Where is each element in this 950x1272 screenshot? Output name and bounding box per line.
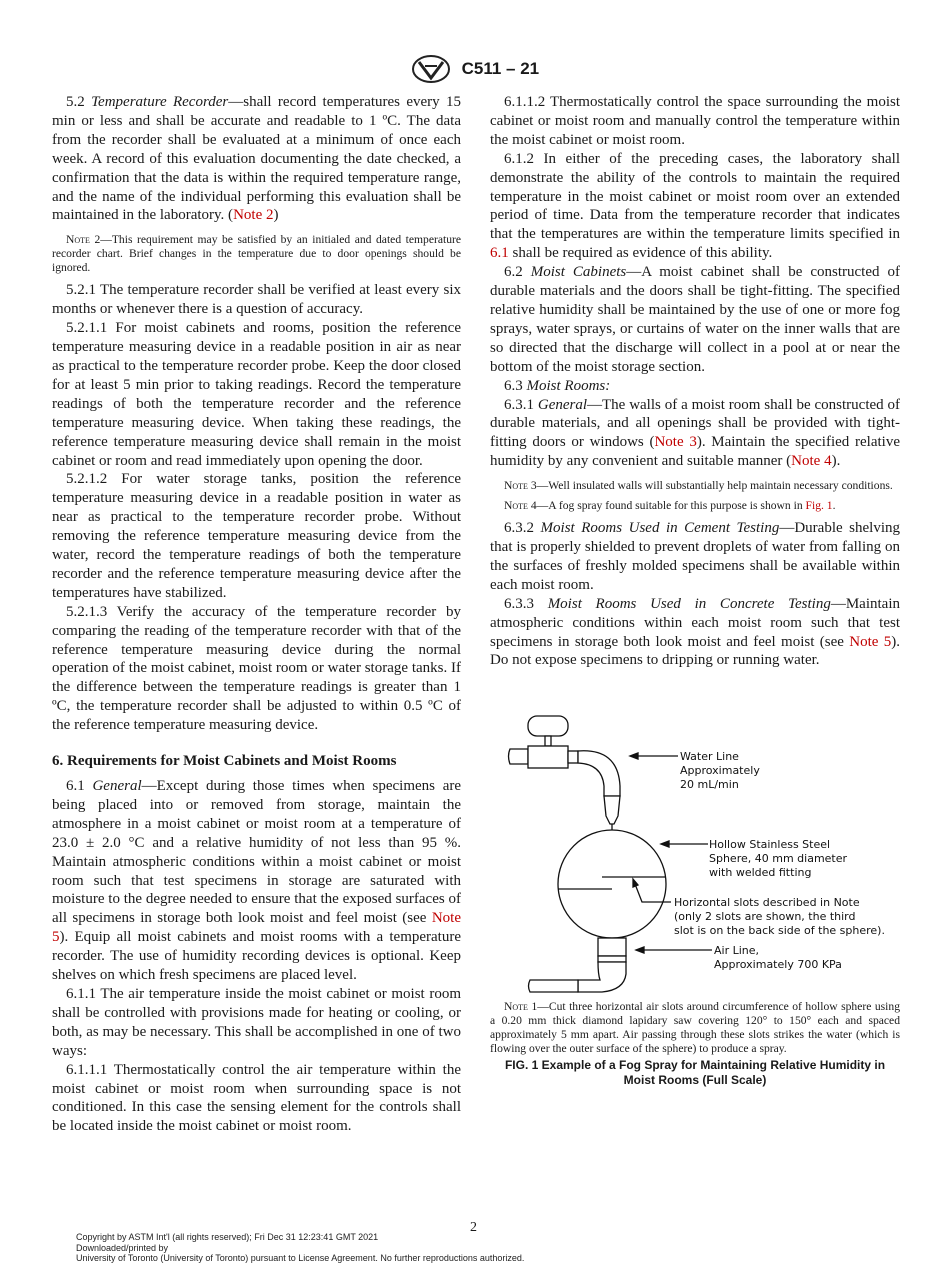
fog-spray-diagram <box>490 704 900 994</box>
text-run: 6.1.1.2 Thermostatically control the space surrounding the moist cabinet or moist room and manually control the temperature within the moist cabinet or moist room. <box>490 94 900 148</box>
note-label: Note <box>504 479 528 493</box>
label-sphere-3: with welded fitting <box>709 866 812 880</box>
label-sphere-2: Sphere, 40 mm diameter <box>709 852 848 866</box>
text-run: —Maintain atmospheric conditions within each moist room such that test specimens in storage both look moist and feel moist (see <box>490 595 900 650</box>
paragraph <box>490 377 900 396</box>
paragraph <box>52 985 461 1061</box>
label-slots-1: Horizontal slots described in Note <box>674 896 860 910</box>
text-run: 6.1.1.1 Thermostatically control the air temperature within the moist cabinet or moist room when surrounding space is not conditioned. In this case the sensing element for the controls shall be located inside the moist cabinet or moist room. <box>52 1061 461 1135</box>
label-slots-3: slot is on the back side of the sphere). <box>674 924 885 938</box>
text-run: ) <box>273 207 279 224</box>
text-run: 2—This requirement may be satisfied by an initialed and dated temperature recorder chart. Brief changes in the temperature due to door openings should be ignored. <box>52 233 461 275</box>
paragraph <box>490 150 900 263</box>
paragraph <box>490 519 900 595</box>
label-sphere-1: Hollow Stainless Steel <box>709 838 831 852</box>
text-run: 6.1 <box>66 778 93 794</box>
text-run: 6.3 <box>504 377 527 394</box>
label-air-1: Air Line, <box>714 944 760 958</box>
paragraph <box>52 319 461 470</box>
run-in-title: Moist Rooms Used in Concrete Testing <box>547 595 831 612</box>
cross-reference-link[interactable]: Note 4 <box>791 453 832 470</box>
figure-note-1 <box>490 1000 900 1056</box>
text-run: 5.2.1.3 Verify the accuracy of the temperature recorder by comparing the reading of the temperature recorder with that of the reference temperature measuring device during the normal operation of the moist cabinet, moist room or water storage tanks. If the difference between the temperature readings is greater than 1 ºC, the temperature recorder shall be adjusted to within 0.5 ºC of the reference temperature measuring device. <box>52 603 461 734</box>
page-header <box>0 54 950 84</box>
text-run: shall be required as evidence of this ability. <box>508 245 773 262</box>
footer <box>76 1232 524 1264</box>
note-text: 1—Cut three horizontal air slots around circumference of hollow sphere using a 0.20 mm thick diamond lapidary saw covering 120° to 150° each and spaced approximately 5 mm apart. Air passing through these slots strikes the water (which is flowing over the outer surface of the sphere) to produce a spray. <box>490 1000 900 1056</box>
footer-license: University of Toronto (University of Toronto) pursuant to License Agreement. No further reproductions authorized. <box>76 1253 525 1263</box>
text-run: 5.2.1.2 For water storage tanks, position the reference temperature measuring device in a readable position in water as near as practical to the temperature recorder probe. Without removing the reference temperature measuring device from the water, record the temperature readings of both the temperature recorder and the reference temperature measuring device after the temperatures have stabilized. <box>52 471 461 601</box>
text-run: 4—A fog spray found suitable for this purpose is shown in <box>527 499 806 513</box>
cross-reference-link[interactable]: Note 3 <box>654 434 697 451</box>
text-run: 5.2.1.1 For moist cabinets and rooms, position the reference temperature measuring device in a readable position in air as near as practical to the temperature recorder probe. Keep the door closed for at least 5 min prior to taking readings. Record the temperature readings of both the temperature recorder and the reference temperature measuring device. When taking these readings, the reference temperature measuring device shall remain in the moist cabinet or room and read immediately upon opening the door. <box>52 320 461 469</box>
run-in-title: General <box>92 778 142 794</box>
page-number: 2 <box>470 1220 477 1235</box>
text-run: 6.3.1 <box>504 396 538 413</box>
cross-reference-link[interactable]: Note 2 <box>233 207 274 224</box>
text-run: . <box>832 499 836 513</box>
paragraph <box>52 1061 461 1137</box>
label-air-2: Approximately 700 KPa <box>714 958 842 972</box>
paragraph <box>52 281 461 319</box>
text-run: ). <box>831 453 841 470</box>
text-run: 6.3.3 <box>504 595 548 612</box>
note <box>490 499 900 513</box>
text-run: 5.2.1 The temperature recorder shall be verified at least every six months or whenever there is a question of accuracy. <box>52 282 461 318</box>
text-run: ). Do not expose specimens to dripping or running water. <box>490 633 900 669</box>
text-run: —A moist cabinet shall be constructed of durable materials and the doors shall be tight-fitting. The specified relative humidity shall be maintained by the use of one or more fog sprays, water sprays, or curtains of water on the inner walls that are so directed that the discharge will collect in a pool at or near the bottom of the moist storage section. <box>490 264 900 375</box>
note-label: Note <box>66 233 90 247</box>
paragraph <box>52 470 461 602</box>
cross-reference-link[interactable]: 6.1 <box>490 245 509 262</box>
paragraph <box>490 263 900 376</box>
label-water-1: Water Line <box>680 750 739 764</box>
run-in-title: Moist Cabinets <box>530 264 627 281</box>
text-run: ). Equip all moist cabinets and moist rooms with a temperature recorder. The use of humidity recording devices is optional. Keep shelves on which fresh specimens are placed level. <box>52 929 461 984</box>
run-in-title: General <box>537 396 588 413</box>
note <box>490 479 900 493</box>
left-column <box>52 93 461 1136</box>
right-column <box>490 93 900 1088</box>
figure-caption: FIG. 1 Example of a Fog Spray for Maintaining Relative Humidity in Moist Rooms (Full Scale) <box>504 1058 886 1088</box>
text-run: —Durable shelving that is properly shielded to prevent droplets of water from falling on the surfaces of freshly molded specimens shall be available within each moist room. <box>490 520 901 593</box>
paragraph <box>52 93 461 225</box>
text-run: 6.1.1 The air temperature inside the moist cabinet or moist room shall be controlled with provisions made for heating or cooling, or both, as may be necessary. This shall be accomplished in one of two ways: <box>52 985 461 1059</box>
text-run: —Except during those times when specimens are being placed into or removed from storage, maintain the atmosphere in a moist cabinet or moist room at a temperature of 23.0 ± 2.0 °C and a relative humidity of not less than 95 %. Maintain atmospheric conditions within a moist cabinet or moist room such that test specimens in storage are saturated with moisture to the degree needed to ensure that the exposed surfaces of all specimens in storage both look moist and feel moist (see <box>52 778 461 927</box>
text-run: ). Maintain the specified relative humidity by any convenient and suitable manner ( <box>490 434 900 470</box>
cross-reference-link[interactable]: Note 5 <box>849 633 892 650</box>
note-label: Note <box>504 1000 528 1014</box>
paragraph <box>490 396 900 472</box>
label-water-2: Approximately <box>680 764 760 778</box>
text-run: 6. Requirements for Moist Cabinets and Moist Rooms <box>52 753 397 770</box>
text-run: —The walls of a moist room shall be constructed of durable materials, and all openings shall be provided with tight-fitting doors or windows ( <box>490 396 900 451</box>
paragraph <box>52 777 461 985</box>
run-in-title: Moist Rooms Used in Cement Testing <box>540 520 780 537</box>
footer-copyright: Copyright by ASTM Int'l (all rights reserved); Fri Dec 31 12:23:41 GMT 2021 <box>76 1232 379 1242</box>
text-run: 3—Well insulated walls will substantially help maintain necessary conditions. <box>527 479 893 493</box>
cross-reference-link[interactable]: Note 5 <box>52 910 461 946</box>
note-label: Note <box>504 499 528 513</box>
figure-1 <box>490 704 900 1088</box>
label-water-3: 20 mL/min <box>680 778 739 792</box>
text-run: —shall record temperatures every 15 min or less and shall be accurate and readable to 1 ºC. The data from the recorder shall be evaluated at a minimum of once each week. A record of this evaluation documenting the date checked, a confirmation that the data is within the required temperature range, and the name of the individual performing this evaluation shall be maintained in the laboratory. ( <box>52 94 462 224</box>
text-run: 6.3.2 <box>504 520 541 537</box>
run-in-title: Moist Rooms: <box>526 377 611 394</box>
run-in-title: Temperature Recorder <box>91 94 229 110</box>
paragraph <box>490 595 900 671</box>
astm-logo-icon <box>411 54 451 84</box>
note <box>52 233 461 275</box>
label-slots-2: (only 2 slots are shown, the third <box>674 910 856 924</box>
paragraph <box>490 93 900 150</box>
document-designation: C511 – 21 <box>461 59 540 78</box>
cross-reference-link[interactable]: Fig. 1 <box>805 499 833 513</box>
section-heading <box>52 752 461 771</box>
paragraph <box>52 603 461 735</box>
footer-downloaded: Downloaded/printed by <box>76 1242 169 1253</box>
text-run: 6.1.2 In either of the preceding cases, the laboratory shall demonstrate the ability of the controls to maintain the required temperature in the moist cabinet or moist room over an extended period of time. Data from the temperature recorder that indicates that the temperatures are within the temperature limits specified in <box>490 150 900 243</box>
text-run: 6.2 <box>504 264 531 281</box>
text-run: 5.2 <box>66 94 92 110</box>
